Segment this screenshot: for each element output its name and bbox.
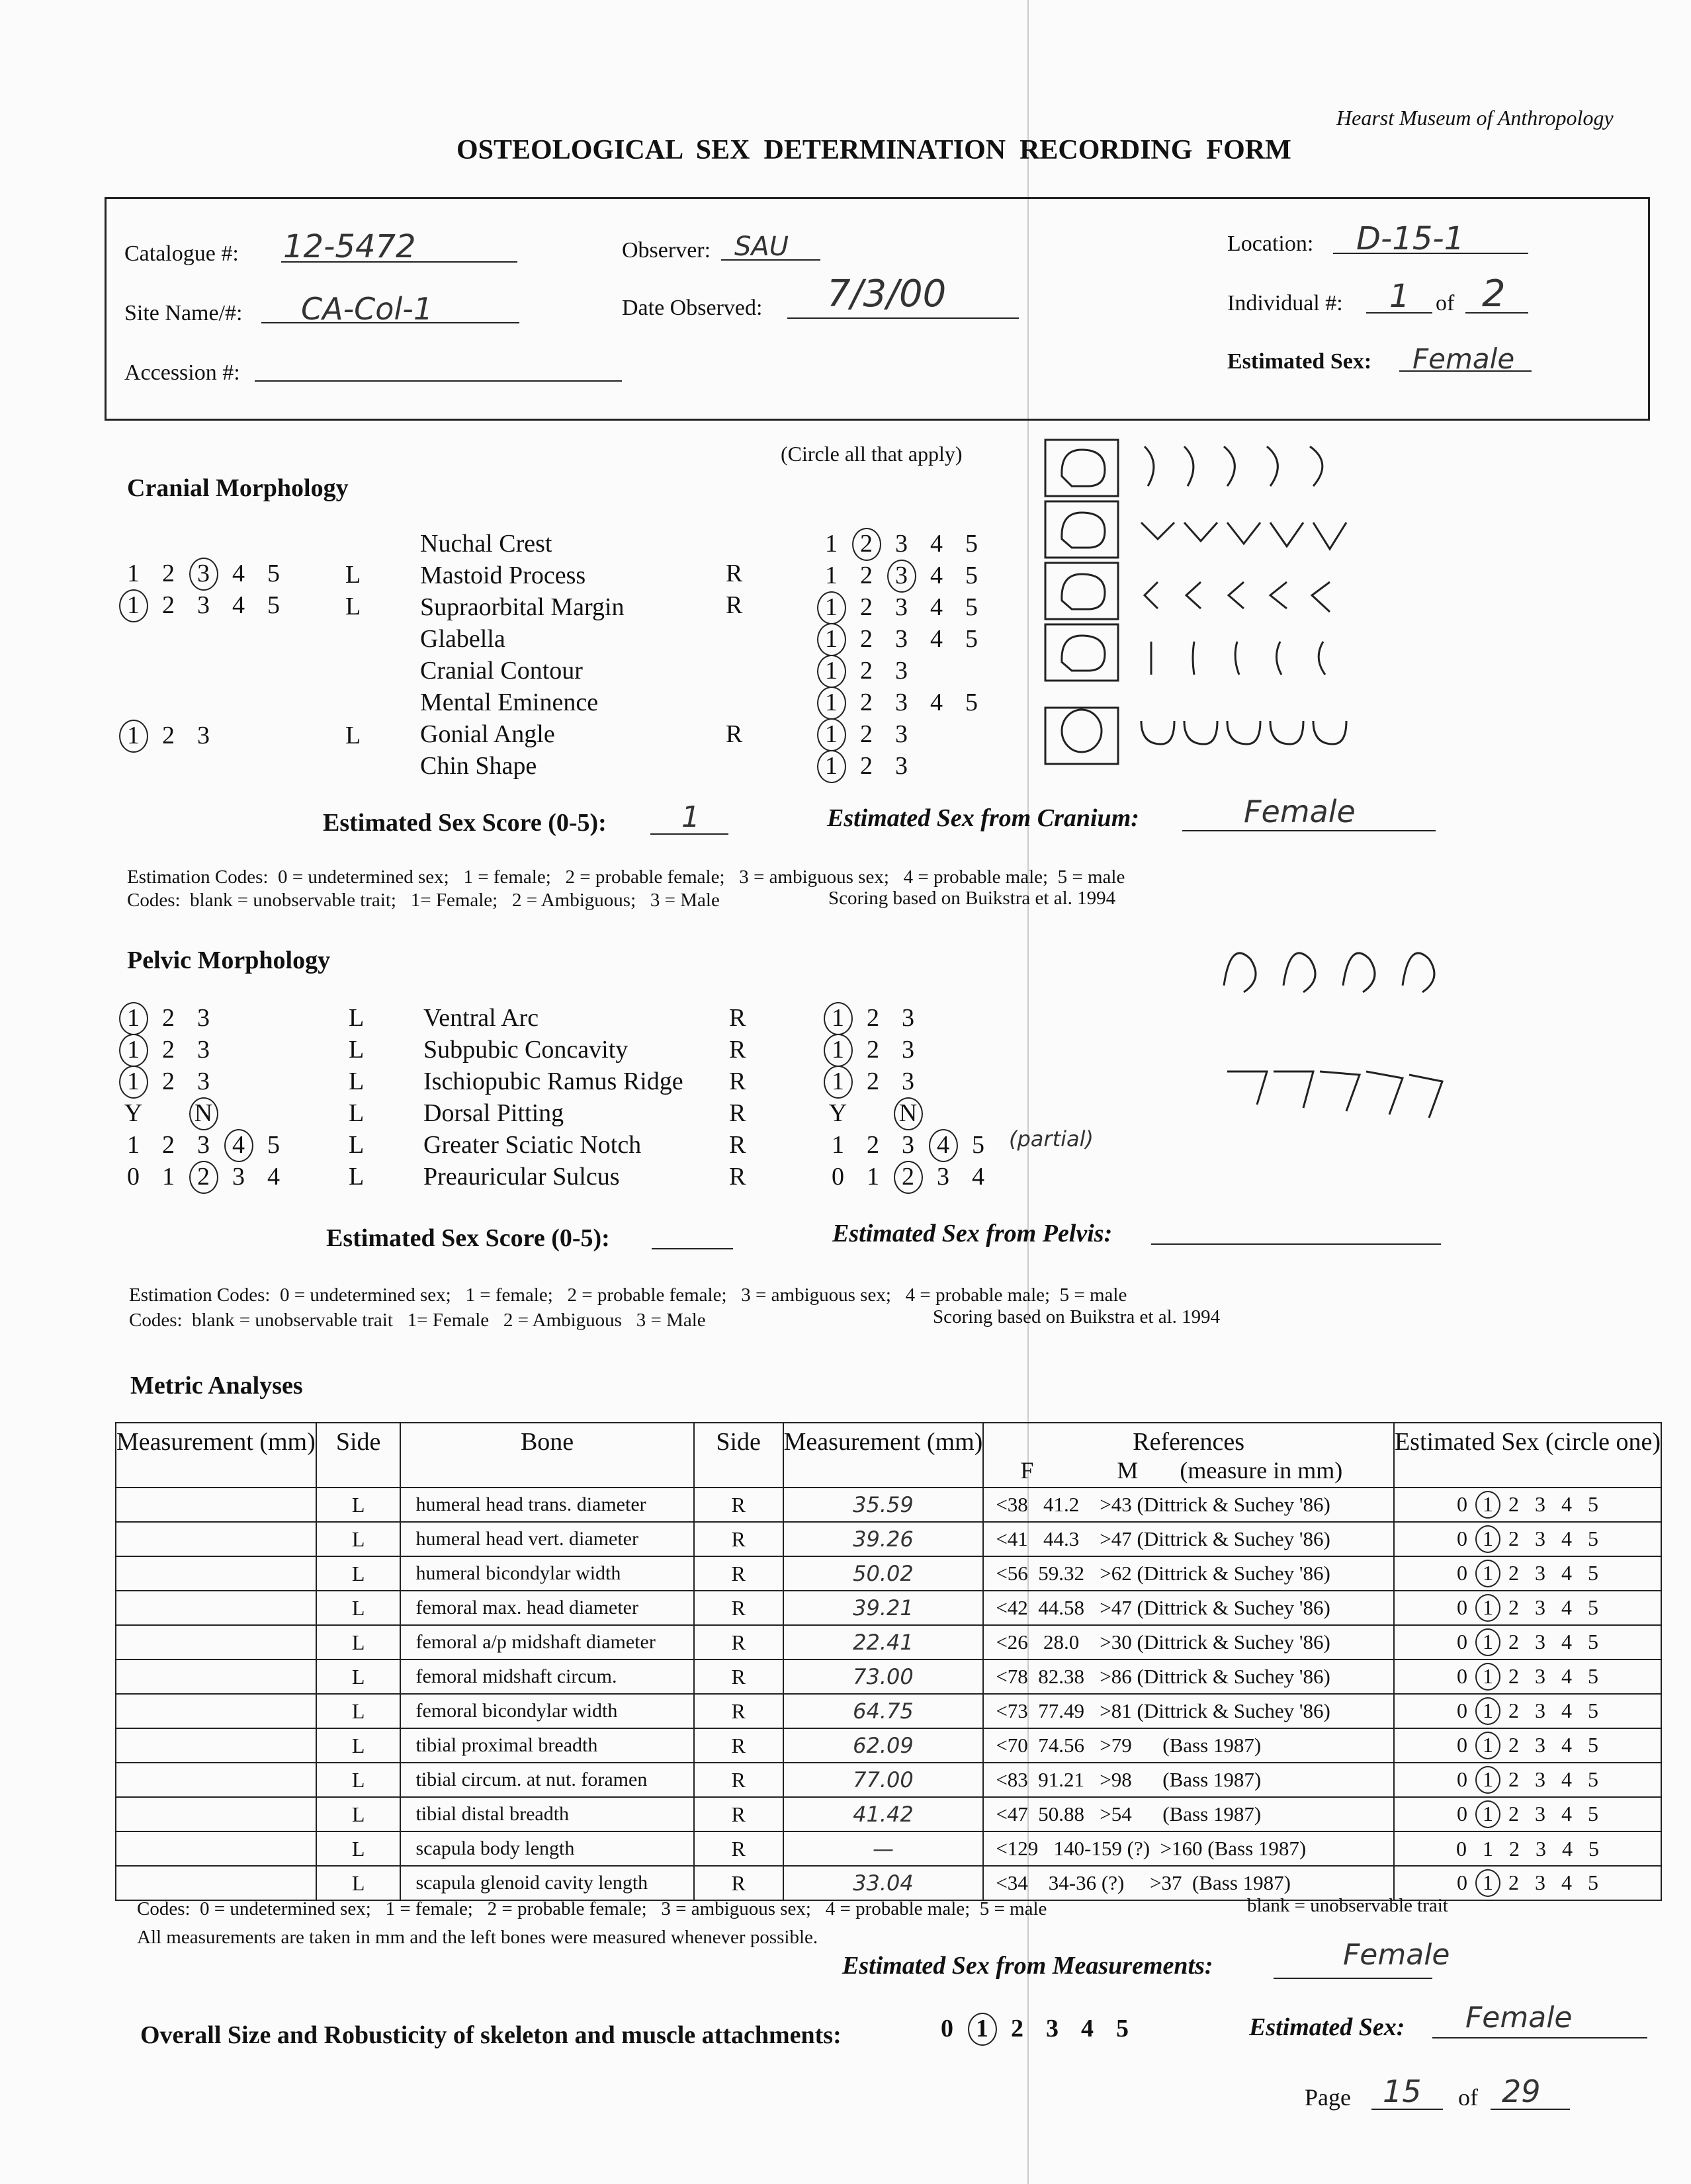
measurement-left-cell[interactable] [116,1763,316,1797]
pelvic-codes-1: Estimation Codes: 0 = undetermined sex; 1 = female; 2 = probable female; 3 = ambiguous sex; 4 = probable male; 5 = male [129,1284,1127,1306]
trait-mental-eminence: Mental Eminence [420,689,599,716]
side-right-cell: R [694,1488,783,1522]
measurement-cell[interactable]: 35.59 [783,1488,984,1522]
date-label: Date Observed: [622,296,763,320]
trait-nuchal-crest: Nuchal Crest [420,530,552,558]
sex-score-option: 0 [1456,1870,1467,1894]
measurement-cell[interactable]: — [783,1831,984,1866]
metric-heading: Metric Analyses [130,1372,303,1400]
cranial-score-label: Estimated Sex Score (0-5): [323,809,607,837]
side-right-cell: R [694,1625,783,1659]
bone-cell: femoral midshaft circum. [400,1659,693,1694]
sex-score-option: 0 [1456,1595,1467,1619]
bone-cell: scapula glenoid cavity length [400,1866,693,1900]
reference-cell: <26 28.0 >30 (Dittrick & Suchey '86) [983,1625,1394,1659]
sex-score-option: 4 [1561,1733,1572,1757]
page-of-label: of [1458,2084,1478,2111]
measurement-left-cell[interactable] [116,1556,316,1591]
of-label: of [1436,291,1455,315]
measurement-left-cell[interactable] [116,1694,316,1728]
reference-cell: <41 44.3 >47 (Dittrick & Suchey '86) [983,1522,1394,1556]
sex-score-option: 5 [1587,1802,1598,1826]
observer-value[interactable]: SAU [734,231,789,262]
measurement-cell[interactable]: 41.42 [783,1797,984,1831]
sex-score-option: 5 [1587,1664,1598,1688]
overall-est-value[interactable]: Female [1465,2001,1573,2035]
table-row [116,1591,1661,1625]
gonial-left-L: L [345,722,361,749]
sex-score-option: 1 [1475,1663,1500,1691]
sex-score-option: 0 [1456,1664,1467,1688]
page-total[interactable]: 29 [1502,2074,1541,2109]
pelvic-codes-2: Codes: blank = unobservable trait 1= Female 2 = Ambiguous 3 = Male [129,1310,706,1331]
sex-score-option: 1 [1475,1628,1500,1656]
trait-preauricular-sulcus: Preauricular Sulcus [423,1163,620,1191]
sex-score-option: 5 [1588,1836,1599,1861]
cranial-from-value[interactable]: Female [1244,794,1356,829]
measurement-left-cell[interactable] [116,1488,316,1522]
sex-score-option: 1 [1475,1697,1500,1725]
measurement-cell[interactable]: 77.00 [783,1763,984,1797]
cranial-right-R-1: R [726,560,743,587]
side-left-cell: L [316,1797,401,1831]
measurement-cell[interactable]: 39.21 [783,1591,984,1625]
estimated-sex-cell[interactable] [1394,1522,1661,1556]
location-value[interactable]: D-15-1 [1356,220,1465,257]
sex-score-option: 3 [1534,1870,1545,1894]
sex-score-option: 3 [1534,1802,1545,1826]
sex-score-option: 4 [1561,1767,1572,1791]
side-left-cell: L [316,1556,401,1591]
measurement-cell[interactable]: 39.26 [783,1522,984,1556]
cranial-right-scores[interactable]: 1 2 3 4 5 1 2 3 4 5 1 2 3 4 5 1 2 3 4 5 1 2 3 1 2 3 4 5 1 2 3 1 2 3 [814,528,989,782]
sex-score-option: 0 [1456,1733,1467,1757]
col-estimated-sex: Estimated Sex (circle one) [1394,1423,1661,1488]
trait-cranial-contour: Cranial Contour [420,657,583,685]
gonial-left-scores[interactable]: 1 2 3 [116,721,221,750]
table-row [116,1522,1661,1556]
sex-score-option: 1 [1475,1491,1500,1519]
metric-from-value[interactable]: Female [1343,1938,1450,1972]
measurement-cell[interactable]: 22.41 [783,1625,984,1659]
side-right-cell: R [694,1591,783,1625]
measurement-cell[interactable]: 62.09 [783,1728,984,1763]
sex-score-option: 2 [1508,1870,1519,1894]
reference-cell: <56 59.32 >62 (Dittrick & Suchey '86) [983,1556,1394,1591]
trait-mastoid-process: Mastoid Process [420,562,586,589]
col-references: References F M (measure in mm) [983,1423,1394,1488]
col-side-left: Side [316,1423,401,1488]
estimated-sex-cell[interactable] [1394,1659,1661,1694]
measurement-left-cell[interactable] [116,1797,316,1831]
side-right-cell: R [694,1659,783,1694]
side-right-cell: R [694,1556,783,1591]
sex-score-option: 2 [1508,1836,1520,1861]
trait-glabella: Glabella [420,625,505,653]
pelvic-from-label: Estimated Sex from Pelvis: [832,1220,1113,1247]
bone-cell: femoral bicondylar width [400,1694,693,1728]
table-row [116,1797,1661,1831]
cranial-left-L: L L [345,561,361,620]
cranial-right-R-3: R [726,720,743,748]
trait-gonial-angle: Gonial Angle [420,720,555,748]
partial-note: (partial) [1009,1126,1094,1152]
table-row [116,1556,1661,1591]
side-left-cell: L [316,1659,401,1694]
bone-cell: humeral head vert. diameter [400,1522,693,1556]
side-left-cell: L [316,1831,401,1866]
overall-scores[interactable]: 0 1 2 3 4 5 [930,2014,1140,2043]
side-right-cell: R [694,1763,783,1797]
pelvic-scoring: Scoring based on Buikstra et al. 1994 [933,1306,1221,1327]
side-left-cell: L [316,1728,401,1763]
reference-cell: <83 91.21 >98 (Bass 1987) [983,1763,1394,1797]
bone-cell: tibial proximal breadth [400,1728,693,1763]
measurement-cell[interactable]: 50.02 [783,1556,984,1591]
measurement-left-cell[interactable] [116,1728,316,1763]
pelvic-diagrams [1211,913,1462,1151]
est-sex-value[interactable]: Female [1412,343,1515,375]
pelvic-left-L: L L L L L L [349,1004,365,1191]
cranial-trait-list [420,528,625,782]
sex-score-option: 1 [1475,1869,1500,1897]
sex-score-option: 0 [1456,1492,1467,1516]
catalogue-label: Catalogue #: [124,241,239,266]
side-left-cell: L [316,1488,401,1522]
sex-score-option: 1 [1475,1732,1500,1759]
sex-score-option: 5 [1587,1595,1598,1619]
col-side-right: Side [694,1423,783,1488]
date-value[interactable]: 7/3/00 [827,273,947,315]
cranial-scoring: Scoring based on Buikstra et al. 1994 [828,888,1116,909]
observer-label: Observer: [622,238,711,263]
mastoid-left-scores[interactable]: 1 2 3 4 5 [116,559,291,588]
sex-score-option: 3 [1534,1527,1545,1550]
cranial-codes-1: Estimation Codes: 0 = undetermined sex; 1 = female; 2 = probable female; 3 = ambiguous sex; 4 = probable male; 5 = male [127,866,1125,888]
sex-score-option: 0 [1456,1699,1467,1722]
individual-label: Individual #: [1227,291,1343,315]
sex-score-option: 5 [1587,1561,1598,1585]
sex-score-option: 3 [1534,1699,1545,1722]
pelvic-right-scores[interactable]: 1 2 3 1 2 3 1 2 3 Y N 1 2 3 4 5 0 1 2 3 4 [820,1002,996,1193]
estimated-sex-cell[interactable] [1394,1625,1661,1659]
sex-score-option: 3 [1534,1492,1545,1516]
sex-score-option: 5 [1587,1699,1598,1722]
trait-dorsal-pitting: Dorsal Pitting [423,1099,564,1127]
metric-table [115,1422,1662,1901]
sex-score-option: 0 [1456,1630,1467,1654]
side-right-cell: R [694,1797,783,1831]
side-right-cell: R [694,1831,783,1866]
sex-score-option: 1 [1475,1525,1500,1553]
sex-score-option: 1 [1475,1800,1500,1828]
sex-score-option: 4 [1561,1664,1572,1688]
sex-score-option: 4 [1561,1527,1572,1550]
cranial-diagrams [1042,423,1386,780]
form-title: OSTEOLOGICAL SEX DETERMINATION RECORDING FORM [456,135,1291,165]
sex-score-option: 3 [1534,1595,1545,1619]
side-left-cell: L [316,1763,401,1797]
reference-cell: <70 74.56 >79 (Bass 1987) [983,1728,1394,1763]
sex-score-option: 2 [1508,1733,1519,1757]
metric-codes: Codes: 0 = undetermined sex; 1 = female; 2 = probable female; 3 = ambiguous sex; 4 = probable male; 5 = male [137,1898,1047,1919]
bone-cell: scapula body length [400,1831,693,1866]
sex-score-option: 4 [1561,1595,1572,1619]
measurement-left-cell[interactable] [116,1866,316,1900]
page-number[interactable]: 15 [1383,2074,1422,2109]
sex-score-option: 2 [1508,1595,1519,1619]
sex-score-option: 5 [1587,1870,1598,1894]
measurement-cell[interactable]: 64.75 [783,1694,984,1728]
measurement-left-cell[interactable] [116,1831,316,1866]
trait-subpubic-concavity: Subpubic Concavity [423,1036,629,1064]
pelvic-score-label: Estimated Sex Score (0-5): [326,1224,610,1252]
cranial-heading: Cranial Morphology [127,474,349,502]
cranial-score-value[interactable]: 1 [681,800,700,834]
reference-cell: <78 82.38 >86 (Dittrick & Suchey '86) [983,1659,1394,1694]
trait-ventral-arc: Ventral Arc [423,1004,539,1032]
sex-score-option: 4 [1561,1492,1572,1516]
table-row [116,1659,1661,1694]
individual-value[interactable]: 1 [1389,278,1410,315]
side-right-cell: R [694,1522,783,1556]
estimated-sex-cell[interactable] [1394,1591,1661,1625]
col-bone: Bone [400,1423,693,1488]
sex-score-option: 3 [1534,1561,1545,1585]
trait-ischiopubic-ramus-ridge: Ischiopubic Ramus Ridge [423,1068,683,1095]
sex-score-option: 4 [1561,1802,1572,1826]
side-left-cell: L [316,1591,401,1625]
table-row [116,1625,1661,1659]
catalogue-value[interactable]: 12-5472 [283,228,416,265]
estimated-sex-cell[interactable] [1394,1556,1661,1591]
reference-cell: <129 140-159 (?) >160 (Bass 1987) [983,1831,1394,1866]
side-right-cell: R [694,1866,783,1900]
sex-score-option: 4 [1561,1630,1572,1654]
reference-cell: <47 50.88 >54 (Bass 1987) [983,1797,1394,1831]
trait-chin-shape: Chin Shape [420,752,537,780]
measurement-left-cell[interactable] [116,1625,316,1659]
site-label: Site Name/#: [124,301,243,325]
sex-score-option: 2 [1508,1767,1519,1791]
side-left-cell: L [316,1625,401,1659]
measurement-left-cell[interactable] [116,1659,316,1694]
sex-score-option: 3 [1534,1630,1545,1654]
sex-score-option: 3 [1534,1733,1545,1757]
sex-score-option: 3 [1535,1836,1546,1861]
supraorbital-left-scores[interactable]: 1 2 3 4 5 [116,591,291,620]
pelvic-heading: Pelvic Morphology [127,946,331,974]
estimated-sex-cell[interactable] [1394,1797,1661,1831]
sex-score-option: 2 [1508,1802,1519,1826]
measurement-left-cell[interactable] [116,1522,316,1556]
sex-score-option: 2 [1508,1699,1519,1722]
reference-cell: <38 41.2 >43 (Dittrick & Suchey '86) [983,1488,1394,1522]
measurement-cell[interactable]: 33.04 [783,1866,984,1900]
sex-score-option: 2 [1508,1561,1519,1585]
cranial-codes-2: Codes: blank = unobservable trait; 1= Female; 2 = Ambiguous; 3 = Male [127,890,720,911]
sex-score-option: 2 [1508,1630,1519,1654]
location-label: Location: [1227,231,1314,256]
sex-score-option: 3 [1534,1767,1545,1791]
sex-score-option: 1 [1475,1594,1500,1622]
pelvic-right-R: R R R R R R [729,1004,746,1191]
col-measurement-right: Measurement (mm) [783,1423,984,1488]
sex-score-option: 5 [1587,1767,1598,1791]
estimated-sex-cell[interactable] [1394,1831,1661,1866]
table-row [116,1694,1661,1728]
cranial-from-label: Estimated Sex from Cranium: [827,804,1139,832]
site-value[interactable]: CA-Col-1 [301,291,433,327]
bone-cell: tibial circum. at nut. foramen [400,1763,693,1797]
museum-name: Hearst Museum of Anthropology [1336,106,1614,130]
measurement-cell[interactable]: 73.00 [783,1659,984,1694]
overall-label: Overall Size and Robusticity of skeleton and muscle attachments: [140,2021,842,2049]
circle-note: (Circle all that apply) [781,442,963,466]
overall-est-label: Estimated Sex: [1249,2013,1405,2041]
metric-from-label: Estimated Sex from Measurements: [842,1952,1213,1980]
sex-score-option: 2 [1508,1527,1519,1550]
trait-greater-sciatic-notch: Greater Sciatic Notch [423,1131,642,1159]
cranial-right-R-2: R [726,591,743,619]
table-row [116,1763,1661,1797]
estimated-sex-cell[interactable] [1394,1763,1661,1797]
reference-cell: <73 77.49 >81 (Dittrick & Suchey '86) [983,1694,1394,1728]
sex-score-option: 0 [1455,1836,1467,1861]
pelvic-left-scores[interactable]: 1 2 3 1 2 3 1 2 3 Y N 1 2 3 4 5 0 1 2 3 4 [116,1002,291,1193]
bone-cell: humeral head trans. diameter [400,1488,693,1522]
sex-score-option: 0 [1456,1527,1467,1550]
individual-total[interactable]: 2 [1482,273,1506,315]
sex-score-option: 0 [1456,1802,1467,1826]
metric-note: All measurements are taken in mm and the left bones were measured whenever possible. [137,1927,818,1948]
sex-score-option: 5 [1587,1733,1598,1757]
bone-cell: femoral max. head diameter [400,1591,693,1625]
trait-supraorbital-margin: Supraorbital Margin [420,593,625,621]
sex-score-option: 1 [1475,1766,1500,1794]
side-left-cell: L [316,1522,401,1556]
table-row [116,1488,1661,1522]
measurement-left-cell[interactable] [116,1591,316,1625]
sex-score-option: 5 [1587,1630,1598,1654]
reference-cell: <34 34-36 (?) >37 (Bass 1987) [983,1866,1394,1900]
col-measurement-left: Measurement (mm) [116,1423,316,1488]
reference-cell: <42 44.58 >47 (Dittrick & Suchey '86) [983,1591,1394,1625]
est-sex-label: Estimated Sex: [1227,349,1372,374]
pelvic-trait-list [423,1002,683,1193]
sex-score-option: 4 [1561,1870,1572,1894]
bone-cell: tibial distal breadth [400,1797,693,1831]
sex-score-option: 1 [1482,1836,1493,1861]
side-right-cell: R [694,1728,783,1763]
table-row [116,1728,1661,1763]
sex-score-option: 4 [1561,1836,1573,1861]
sex-score-option: 1 [1475,1560,1500,1587]
estimated-sex-cell[interactable] [1394,1728,1661,1763]
sex-score-option: 0 [1456,1561,1467,1585]
sex-score-option: 0 [1456,1767,1467,1791]
sex-score-option: 3 [1534,1664,1545,1688]
table-row [116,1831,1661,1866]
sex-score-option: 4 [1561,1699,1572,1722]
sex-score-option: 2 [1508,1664,1519,1688]
sex-score-option: 5 [1587,1527,1598,1550]
estimated-sex-cell[interactable] [1394,1488,1661,1522]
side-left-cell: L [316,1694,401,1728]
bone-cell: humeral bicondylar width [400,1556,693,1591]
sex-score-option: 5 [1587,1492,1598,1516]
bone-cell: femoral a/p midshaft diameter [400,1625,693,1659]
sex-score-option: 2 [1508,1492,1519,1516]
estimated-sex-cell[interactable] [1394,1694,1661,1728]
metric-blank: blank = unobservable trait [1247,1895,1448,1916]
sex-score-option: 4 [1561,1561,1572,1585]
side-right-cell: R [694,1694,783,1728]
page-label: Page [1305,2084,1351,2111]
side-left-cell: L [316,1866,401,1900]
accession-label: Accession #: [124,360,240,385]
